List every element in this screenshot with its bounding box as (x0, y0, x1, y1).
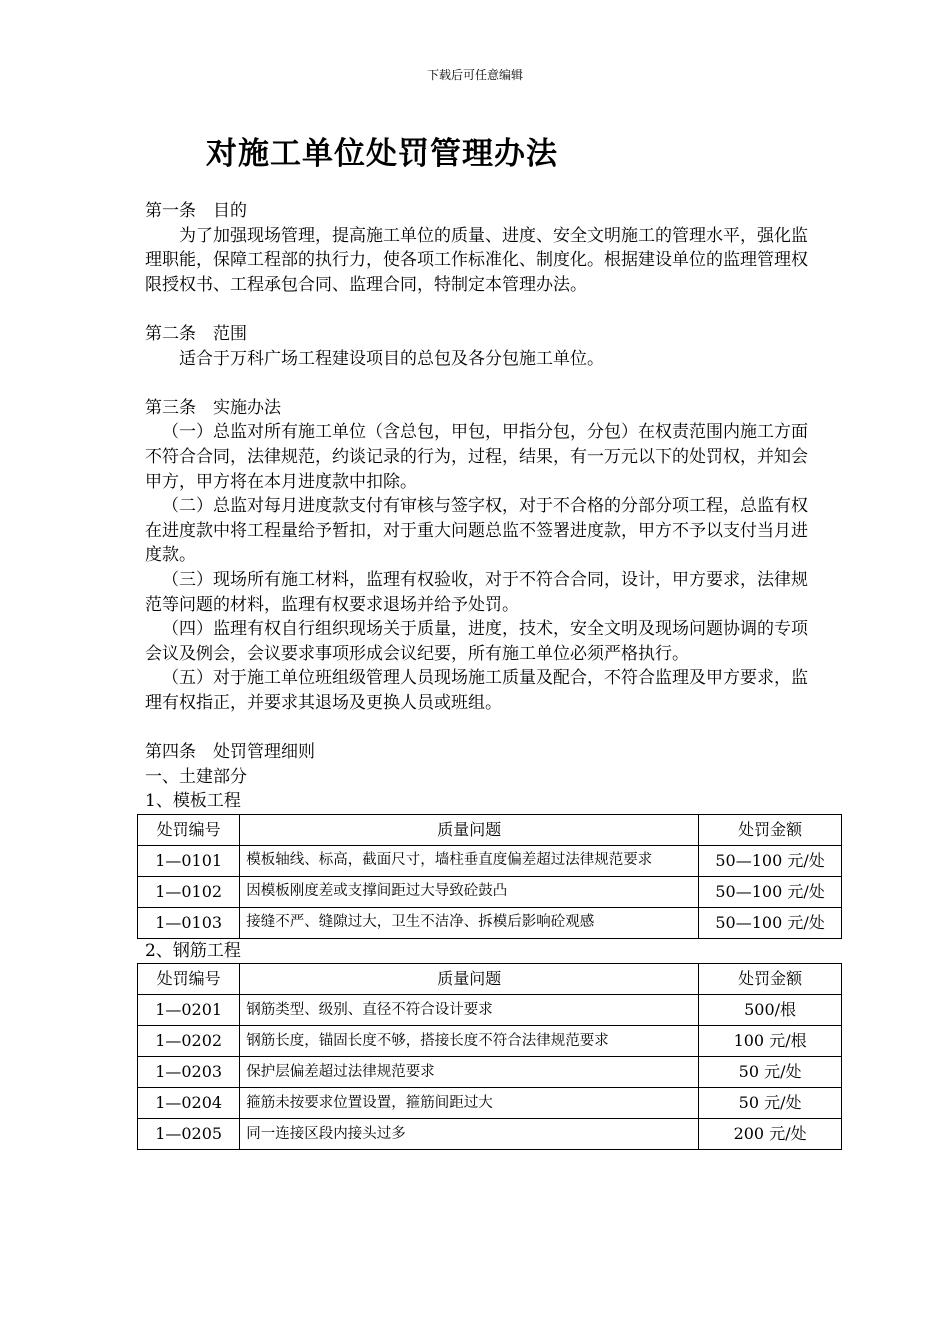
penalty-table-rebar (137, 963, 842, 1150)
table-row (138, 845, 842, 876)
article4-part: 一、土建部分 (145, 766, 247, 787)
header-code: 处罚编号 (138, 964, 240, 995)
header-amount: 处罚金额 (699, 814, 842, 845)
penalty-amount: 100 元/根 (699, 1026, 842, 1057)
table-row (138, 876, 842, 907)
header-issue: 质量问题 (240, 964, 699, 995)
penalty-amount: 500/根 (699, 995, 842, 1026)
article4-heading: 第四条 处罚管理细则 (145, 742, 315, 763)
article2-heading: 第二条 范围 (145, 323, 247, 344)
header-note: 下载后可任意编辑 (426, 68, 523, 82)
article3-item: （五）对于施工单位班组级管理人员现场施工质量及配合，不符合监理及甲方要求，监理有权指正，并要求其退场及更换人员或班组。 (145, 668, 808, 713)
quality-issue: 箍筋未按要求位置设置，箍筋间距过大 (240, 1088, 699, 1119)
header-issue: 质量问题 (240, 814, 699, 845)
quality-issue: 钢筋长度，锚固长度不够，搭接长度不符合法律规范要求 (240, 1026, 699, 1057)
penalty-amount: 200 元/处 (699, 1119, 842, 1150)
table-row (138, 1026, 842, 1057)
table-row (138, 1088, 842, 1119)
penalty-amount: 50 元/处 (699, 1057, 842, 1088)
penalty-code: 1—0201 (138, 995, 240, 1026)
quality-issue: 保护层偏差超过法律规范要求 (240, 1057, 699, 1088)
article1-text: 为了加强现场管理，提高施工单位的质量、进度、安全文明施工的管理水平，强化监理职能，保障工程部的执行力，使各项工作标准化、制度化。根据建设单位的监理管理权限授权书、工程承包合同、监理合同，特制定本管理办法。 (145, 225, 808, 295)
table-row (138, 1119, 842, 1150)
penalty-code: 1—0203 (138, 1057, 240, 1088)
table-header-row (138, 814, 842, 845)
table-row (138, 1057, 842, 1088)
article2-text: 适合于万科广场工程建设项目的总包及各分包施工单位。 (179, 348, 604, 369)
penalty-code: 1—0102 (138, 876, 240, 907)
penalty-code: 1—0202 (138, 1026, 240, 1057)
penalty-amount: 50—100 元/处 (699, 876, 842, 907)
article3-item: （四）监理有权自行组织现场关于质量，进度，技术，安全文明及现场问题协调的专项会议及例会，会议要求事项形成会议纪要，所有施工单位必须严格执行。 (145, 619, 808, 664)
document-title: 对施工单位处罚管理办法 (206, 136, 558, 172)
quality-issue: 接缝不严、缝隙过大，卫生不洁净、拆模后影响砼观感 (240, 907, 699, 938)
quality-issue: 模板轴线、标高，截面尺寸，墙柱垂直度偏差超过法律规范要求 (240, 845, 699, 876)
quality-issue: 钢筋类型、级别、直径不符合设计要求 (240, 995, 699, 1026)
section-label-rebar: 2、钢筋工程 (145, 940, 241, 961)
document-body (145, 199, 825, 1150)
penalty-code: 1—0205 (138, 1119, 240, 1150)
penalty-table-formwork (137, 814, 842, 939)
penalty-amount: 50—100 元/处 (699, 845, 842, 876)
table-header-row (138, 964, 842, 995)
article3-item: （三）现场所有施工材料，监理有权验收，对于不符合合同，设计，甲方要求，法律规范等问题的材料，监理有权要求退场并给予处罚。 (145, 569, 808, 615)
section-label-formwork: 1、模板工程 (145, 791, 241, 812)
article3-item: （二）总监对每月进度款支付有审核与签字权，对于不合格的分部分项工程，总监有权在进度款中将工程量给予暂扣，对于重大问题总监不签署进度款，甲方不予以支付当月进度款。 (145, 496, 808, 566)
penalty-amount: 50—100 元/处 (699, 907, 842, 938)
table-row (138, 907, 842, 938)
header-amount: 处罚金额 (699, 964, 842, 995)
article1-heading: 第一条 目的 (145, 201, 247, 221)
penalty-amount: 50 元/处 (699, 1088, 842, 1119)
header-code: 处罚编号 (138, 814, 240, 845)
article3-heading: 第三条 实施办法 (145, 397, 281, 418)
quality-issue: 同一连接区段内接头过多 (240, 1119, 699, 1150)
quality-issue: 因模板刚度差或支撑间距过大导致砼鼓凸 (240, 876, 699, 907)
article3-item: （一）总监对所有施工单位（含总包，甲包，甲指分包，分包）在权责范围内施工方面不符合合同，法律规范，约谈记录的行为，过程，结果，有一万元以下的处罚权，并知会甲方，甲方将在本月进度款中扣除。 (145, 422, 808, 492)
table-row (138, 995, 842, 1026)
penalty-code: 1—0101 (138, 845, 240, 876)
penalty-code: 1—0103 (138, 907, 240, 938)
penalty-code: 1—0204 (138, 1088, 240, 1119)
